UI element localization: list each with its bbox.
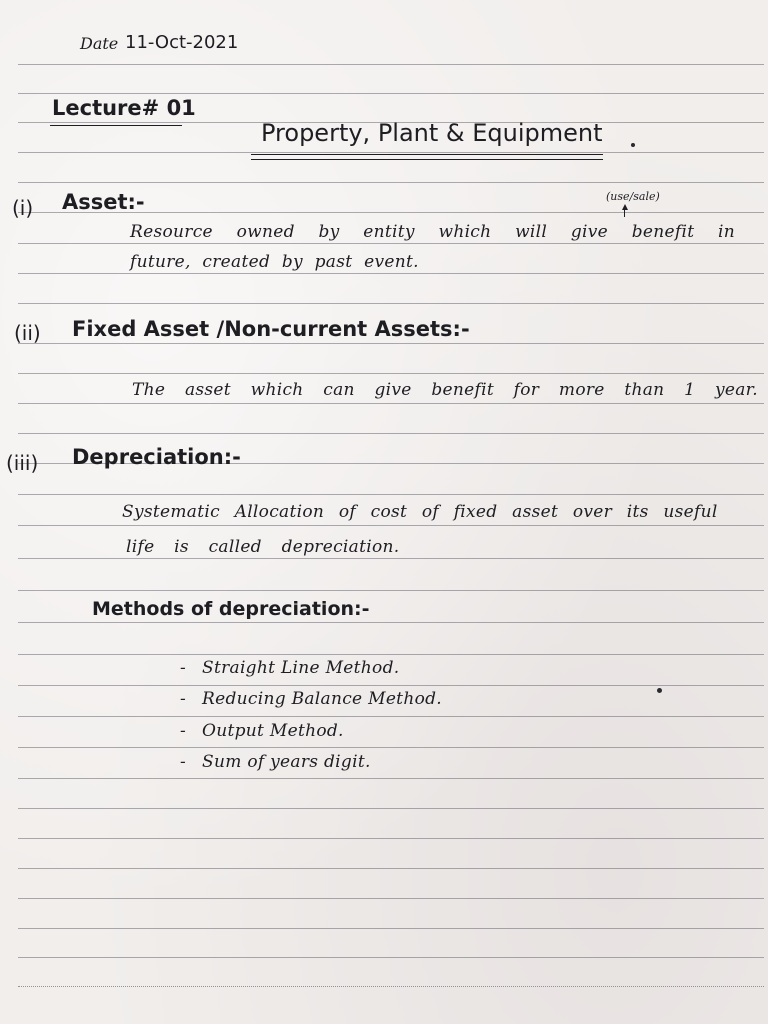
methods-heading: Methods of depreciation:- — [92, 598, 370, 620]
depreciation-definition-line-1: Systematic Allocation of cost of fixed asset over its useful — [122, 502, 718, 522]
section-numeral: (i) — [12, 196, 34, 220]
ruled-line — [18, 622, 764, 623]
asset-definition-line-2: future, created by past event. — [130, 252, 419, 272]
lecture-underline — [50, 125, 182, 126]
method-output: Output Method. — [202, 721, 344, 741]
ruled-line — [18, 93, 764, 94]
ruled-line — [18, 343, 764, 344]
method-sum-of-years-digit: Sum of years digit. — [202, 752, 371, 772]
list-item — [180, 752, 371, 772]
bullet-dash: - — [180, 658, 187, 678]
section-heading-fixed-asset: Fixed Asset /Non-current Assets:- — [72, 317, 470, 341]
ruled-line — [18, 868, 764, 869]
ruled-line — [18, 494, 764, 495]
title-underline-second — [251, 159, 603, 160]
ruled-line — [18, 590, 764, 591]
title-underline — [251, 154, 603, 155]
ruled-line — [18, 654, 764, 655]
list-item — [180, 721, 344, 741]
ruled-line — [18, 957, 764, 958]
ruled-line — [18, 403, 764, 404]
ruled-line — [18, 838, 764, 839]
bullet-dash: - — [180, 752, 187, 772]
ruled-line — [18, 747, 764, 748]
ruled-line — [18, 808, 764, 809]
ruled-line — [18, 152, 764, 153]
ruled-line — [18, 243, 764, 244]
list-item — [180, 658, 399, 678]
method-reducing-balance: Reducing Balance Method. — [202, 689, 442, 709]
fixed-asset-definition: The asset which can give benefit for more than 1 year. — [132, 380, 758, 400]
depreciation-definition-line-2: life is called depreciation. — [126, 537, 400, 557]
ruled-line — [18, 373, 764, 374]
method-straight-line: Straight Line Method. — [202, 658, 400, 678]
ruled-line — [18, 898, 764, 899]
bullet-dash: - — [180, 689, 187, 709]
ruled-line — [18, 433, 764, 434]
annotation-arrow-stem — [624, 209, 625, 217]
lecture-number: Lecture# 01 — [52, 96, 196, 120]
ruled-line — [18, 716, 764, 717]
date-value: 11-Oct-2021 — [125, 32, 239, 53]
ruled-line — [18, 685, 764, 686]
section-numeral: (ii) — [14, 321, 41, 345]
ruled-line — [18, 182, 764, 183]
list-item — [180, 689, 442, 709]
annotation-arrow — [622, 204, 628, 210]
section-numeral: (iii) — [6, 451, 39, 475]
bullet-dash: - — [180, 721, 187, 741]
asset-definition-line-1: Resource owned by entity which will give benefit in — [130, 222, 736, 242]
section-heading-asset: Asset:- — [62, 190, 145, 214]
ruled-line — [18, 64, 764, 65]
ruled-line — [18, 273, 764, 274]
date-label: Date — [80, 34, 119, 53]
title-period-mark — [631, 143, 635, 147]
ruled-line — [18, 303, 764, 304]
ruled-line — [18, 558, 764, 559]
ruled-line — [18, 928, 764, 929]
page-title: Property, Plant & Equipment — [261, 119, 603, 147]
section-heading-depreciation: Depreciation:- — [72, 445, 241, 469]
annotation-use-sale: (use/sale) — [606, 190, 660, 203]
ruled-line — [18, 525, 764, 526]
ruled-line — [18, 778, 764, 779]
ruled-line — [18, 986, 764, 987]
ink-dot — [657, 688, 662, 693]
